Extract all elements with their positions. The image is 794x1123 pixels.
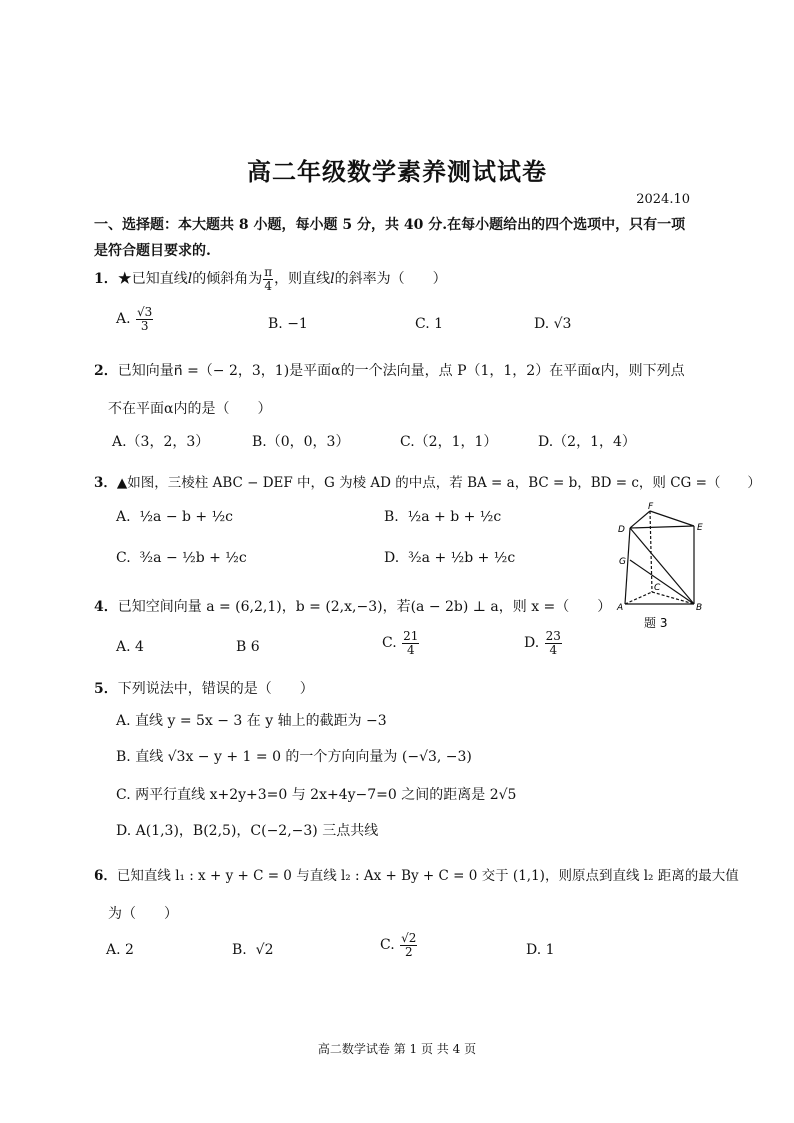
question-5: 5．下列说法中，错误的是（ ）: [94, 681, 314, 697]
q5-option-a[interactable]: A. 直线 y = 5x − 3 在 y 轴上的截距为 −3: [116, 713, 387, 729]
question-2-line2: 不在平面α内的是（ ）: [108, 401, 272, 417]
q4-option-c[interactable]: C. $\frac{21}{4}$: [382, 629, 419, 657]
fig-label-a: A: [617, 603, 624, 613]
q3-option-b[interactable]: B. ½a + b + ½c: [384, 509, 502, 525]
fig-label-g: G: [619, 557, 626, 567]
q1-option-c[interactable]: C. 1: [415, 316, 444, 332]
q5-option-c[interactable]: C. 两平行直线 x+2y+3=0 与 2x+4y−7=0 之间的距离是 2√5: [116, 787, 517, 803]
question-6-line1: 6．已知直线 l₁ : x + y + C = 0 与直线 l₂ : Ax + By + C = 0 交于 (1,1)，则原点到直线 l₂ 距离的最大值: [94, 868, 739, 884]
q6-option-a[interactable]: A. 2: [106, 942, 134, 958]
fig-label-e: E: [697, 523, 703, 533]
question-number: 1．: [94, 271, 118, 288]
q3-option-c[interactable]: C. ³⁄₂a − ½b + ½c: [116, 550, 247, 566]
q5-option-b[interactable]: B. 直线 √3x − y + 1 = 0 的一个方向向量为 (−√3, −3): [116, 749, 472, 765]
q2-option-a[interactable]: A.（3，2，3）: [112, 434, 210, 450]
q5-option-d[interactable]: D. A(1,3)，B(2,5)，C(−2,−3) 三点共线: [116, 823, 379, 839]
q4-option-a[interactable]: A. 4: [116, 639, 144, 655]
q1-text-mid: 的倾斜角为: [192, 271, 263, 288]
question-3: 3．▲如图，三棱柱 ABC − DEF 中，G 为棱 AD 的中点，若 BA = a，BC = b，BD = c，则 CG =（ ）: [94, 475, 761, 491]
q1-option-d[interactable]: D. √3: [534, 316, 572, 332]
q1-text-pre: ★已知直线: [117, 271, 188, 288]
q1-var-l: l: [187, 271, 193, 288]
fig-label-d: D: [618, 525, 625, 535]
q1-text-post: ，则直线: [274, 271, 331, 288]
fig-caption: 题 3: [644, 616, 668, 630]
question-4: 4．已知空间向量 a = (6,2,1)，b = (2,x,−3)，若(a − 2b) ⊥ a，则 x =（ ）: [94, 599, 612, 615]
question-1: [94, 266, 447, 292]
q6-option-b[interactable]: B. √2: [232, 942, 274, 958]
q4-option-b[interactable]: B 6: [236, 639, 260, 655]
question-6-line2: 为（ ）: [108, 906, 178, 922]
question-2-line1: 2．已知向量n⃗ =（− 2，3，1)是平面α的一个法向量，点 P（1，1，2）在平面α内，则下列点: [94, 363, 685, 379]
q2-option-d[interactable]: D.（2，1，4）: [538, 434, 636, 450]
page-title: 高二年级数学素养测试试卷: [247, 157, 547, 186]
q1-var-l2: l: [330, 271, 335, 288]
prism-figure: [610, 500, 710, 635]
q3-option-d[interactable]: D. ³⁄₂a + ½b + ½c: [384, 550, 516, 566]
q1-option-b[interactable]: B. −1: [268, 316, 308, 332]
q2-option-b[interactable]: B.（0，0，3）: [252, 434, 350, 450]
q3-option-a[interactable]: A. ½a − b + ½c: [116, 509, 234, 525]
q4-option-d[interactable]: D. $\frac{23}{4}$: [524, 629, 561, 657]
q2-option-c[interactable]: C.（2，1，1）: [400, 434, 498, 450]
fig-label-f: F: [648, 502, 654, 512]
section-heading-line1: 一、选择题：本大题共 8 小题，每小题 5 分，共 40 分.在每小题给出的四个选项中，只有一项: [94, 217, 686, 233]
page-footer: 高二数学试卷 第 1 页 共 4 页: [317, 1042, 477, 1056]
exam-date: 2024.10: [636, 192, 690, 207]
fig-label-c: C: [654, 583, 661, 593]
q1-text-post2: 的斜率为（ ）: [334, 271, 447, 288]
q1-angle-fraction: $\frac{\pi}{4}$: [264, 265, 273, 293]
fig-label-b: B: [696, 603, 703, 613]
section-heading-line2: 是符合题目要求的.: [94, 243, 211, 259]
q6-option-d[interactable]: D. 1: [526, 942, 555, 958]
q1-option-a[interactable]: A. $\frac{√3}{3}$: [116, 305, 153, 333]
q6-option-c[interactable]: C. $\frac{√2}{2}$: [380, 931, 417, 959]
